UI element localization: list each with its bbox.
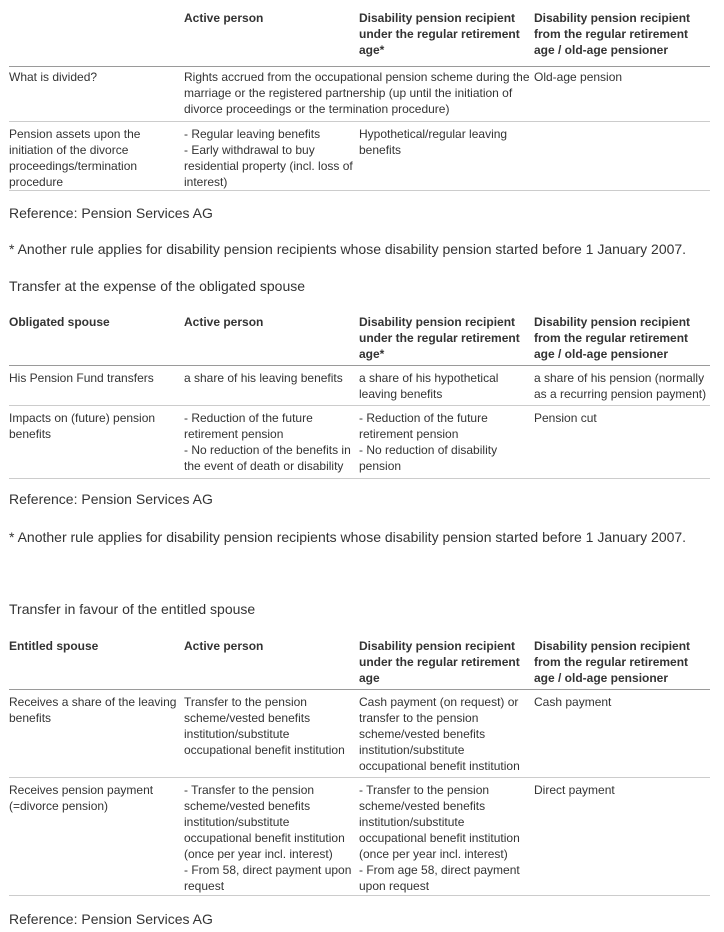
section-title: Transfer at the expense of the obligated spouse [9,278,306,294]
header-cell: Obligated spouse [9,314,184,366]
row-label: Receives pension payment (=divorce pension) [9,778,184,896]
cell-line: - No reduction of the benefits in the event of death or disability [184,443,351,473]
table-cell [184,778,359,896]
table-cell: a share of his leaving benefits [184,366,359,406]
cell-line: - Transfer to the pension scheme/vested benefits institution/substitute occupational benefit institution (once per year incl. interest) [359,783,520,861]
header-cell: Active person [184,10,359,67]
table-header-row [9,10,710,67]
header-cell: Disability pension recipient from the regular retirement age / old-age pensioner [534,638,710,690]
table-row [9,366,710,406]
table-cell: Pension cut [534,406,710,479]
cell-line: - Regular leaving benefits [184,127,321,141]
table-row [9,690,710,778]
table-header-row [9,314,710,366]
header-cell: Active person [184,638,359,690]
table-cell: Direct payment [534,778,710,896]
table-cell: Cash payment (on request) or transfer to the pension scheme/vested benefits institution/substitute occupational benefit institution [359,690,534,778]
table-cell: a share of his hypothetical leaving benefits [359,366,534,406]
table-row [9,122,710,191]
table-cell: Old-age pension [534,67,710,122]
table-cell [359,406,534,479]
reference-text: Reference: Pension Services AG [9,911,213,927]
header-cell: Entitled spouse [9,638,184,690]
table-cell: Transfer to the pension scheme/vested benefits institution/substitute occupational benefit institution [184,690,359,778]
footnote-text: * Another rule applies for disability pension recipients whose disability pension started before 1 January 2007. [9,241,687,257]
table-cell [359,778,534,896]
table-cell: Cash payment [534,690,710,778]
cell-line: - Reduction of the future retirement pension [184,411,313,441]
reference-text: Reference: Pension Services AG [9,205,213,221]
row-label: Pension assets upon the initiation of the divorce proceedings/termination procedure [9,122,184,191]
header-cell: Disability pension recipient under the regular retirement age [359,638,534,690]
table-cell [184,122,359,191]
obligated-spouse-table [9,314,710,479]
table-cell: a share of his pension (normally as a recurring pension payment) [534,366,710,406]
table-row [9,406,710,479]
cell-line: - No reduction of disability pension [359,443,498,473]
section-title: Transfer in favour of the entitled spouse [9,601,256,617]
cell-line: - Early withdrawal to buy residential property (incl. loss of interest) [184,143,353,189]
merged-cell: Rights accrued from the occupational pension scheme during the marriage or the registered partnership (up until the initiation of divorce proceedings or the termination procedure) [184,67,534,122]
table-cell: Hypothetical/regular leaving benefits [359,122,534,191]
table-row [9,67,710,122]
table-cell [534,122,710,191]
cell-line: - Reduction of the future retirement pension [359,411,488,441]
entitled-spouse-table [9,638,710,896]
table-row [9,778,710,896]
header-cell: Disability pension recipient from the regular retirement age / old-age pensioner [534,10,710,67]
row-label: Receives a share of the leaving benefits [9,690,184,778]
table-cell [184,406,359,479]
header-cell: Active person [184,314,359,366]
row-label: What is divided? [9,67,184,122]
header-cell: Disability pension recipient from the regular retirement age / old-age pensioner [534,314,710,366]
cell-line: - From age 58, direct payment upon request [359,863,520,893]
division-table [9,10,710,191]
cell-line: - Transfer to the pension scheme/vested benefits institution/substitute occupational benefit institution (once per year incl. interest) [184,783,345,861]
cell-line: - From 58, direct payment upon request [184,863,352,893]
table-header-row [9,638,710,690]
header-cell: Disability pension recipient under the regular retirement age* [359,10,534,67]
row-label: His Pension Fund transfers [9,366,184,406]
footnote-text: * Another rule applies for disability pension recipients whose disability pension started before 1 January 2007. [9,529,687,545]
header-cell [9,10,184,67]
row-label: Impacts on (future) pension benefits [9,406,184,479]
reference-text: Reference: Pension Services AG [9,491,213,507]
header-cell: Disability pension recipient under the regular retirement age* [359,314,534,366]
